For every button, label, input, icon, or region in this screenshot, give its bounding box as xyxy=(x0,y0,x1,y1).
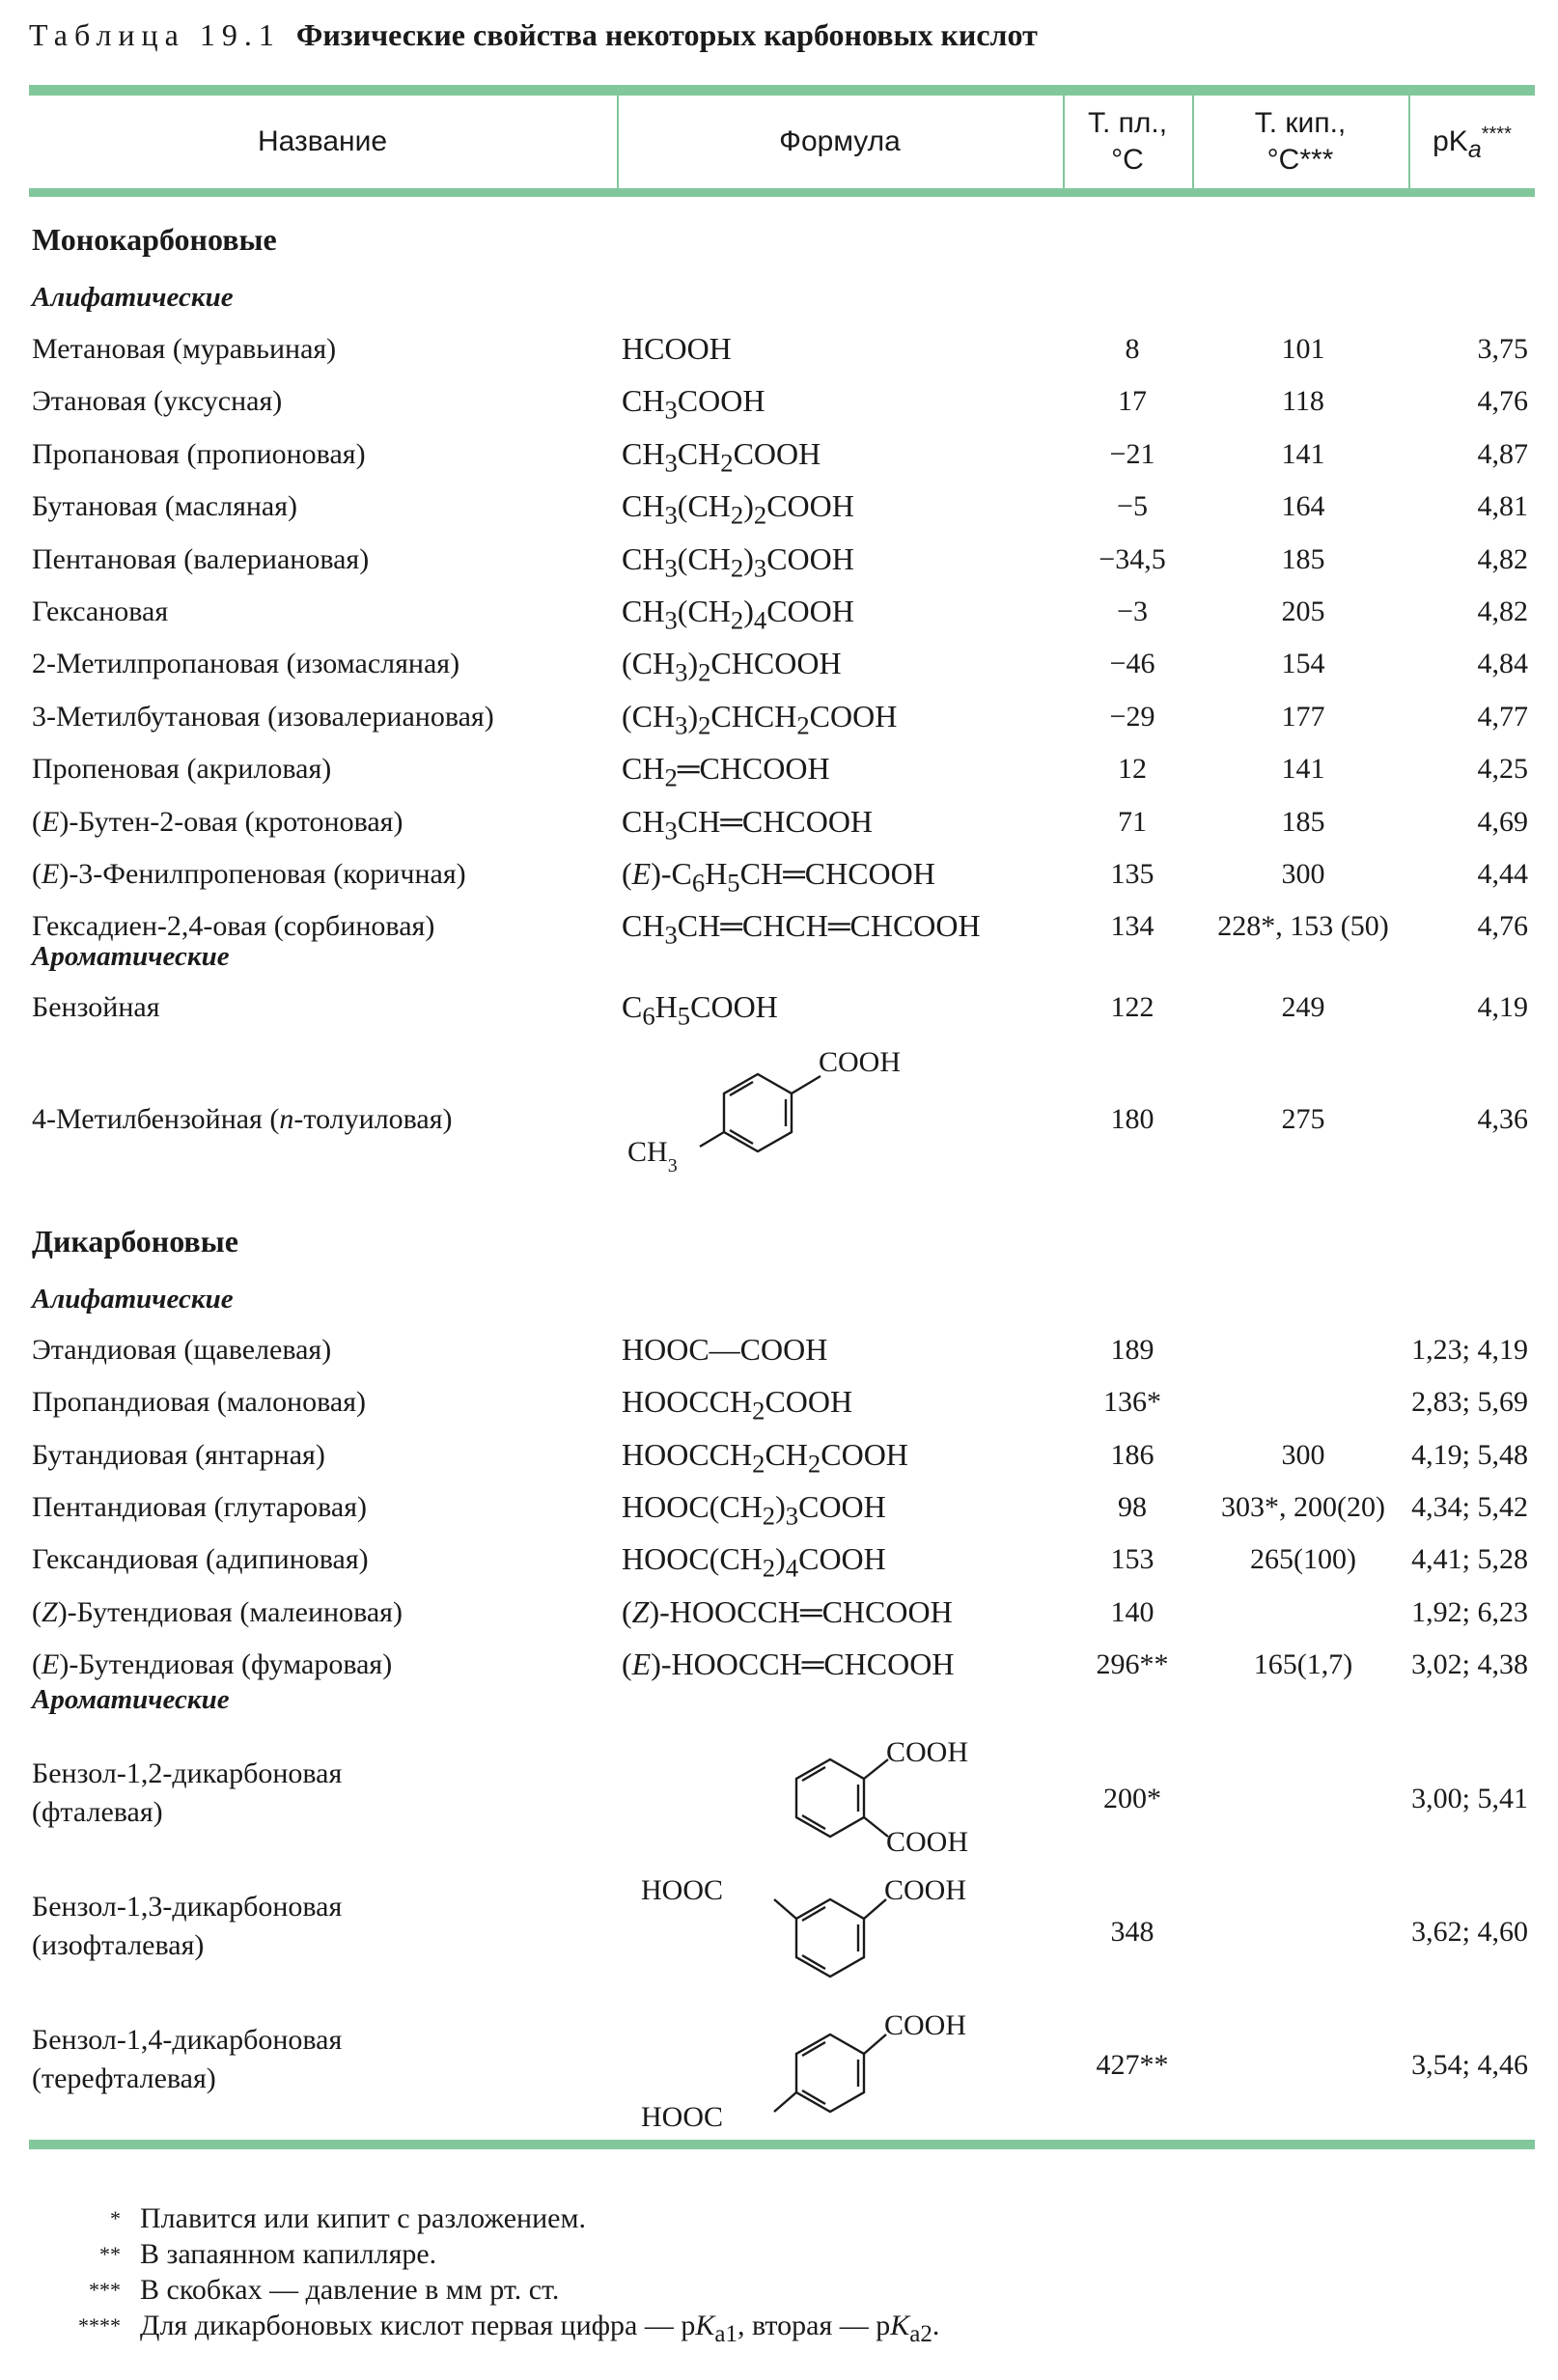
header-bp-line2: °С*** xyxy=(1266,144,1334,176)
bond xyxy=(864,1899,886,1919)
acid-name xyxy=(32,1755,342,1832)
pka-value: 4,76 xyxy=(1477,910,1528,943)
melting-point: 98 xyxy=(1118,1490,1147,1523)
acid-formula: $CH_2═CHCOOH$ xyxy=(622,751,830,792)
header-divider xyxy=(1063,96,1065,188)
table-row xyxy=(0,639,1558,688)
pka-value: 4,82 xyxy=(1477,542,1528,575)
melting-point: −21 xyxy=(1109,437,1155,470)
melting-point: 12 xyxy=(1118,753,1147,786)
cooh-group-label: COOH xyxy=(819,1046,902,1078)
pka-value: 3,54; 4,46 xyxy=(1411,2049,1528,2081)
acid-formula: $CH_3(CH_2)_4COOH$ xyxy=(622,594,854,635)
footnote-text: В запаянном капилляре. xyxy=(140,2238,437,2270)
header-divider xyxy=(617,96,619,188)
pka-value: 4,84 xyxy=(1477,648,1528,680)
melting-point: 348 xyxy=(1110,1916,1155,1948)
footnote-text: В скобках — давление в мм рт. ст. xyxy=(140,2274,560,2306)
acid-name xyxy=(32,2021,342,2098)
table-row xyxy=(0,1377,1558,1426)
subsection-title-mono-aliphatic: Алифатические xyxy=(32,282,234,313)
table-row xyxy=(0,1588,1558,1637)
hooc-group-label: HOOC xyxy=(641,2101,724,2133)
bond xyxy=(864,1759,888,1779)
melting-point: 296** xyxy=(1096,1647,1169,1680)
boiling-point: 300 xyxy=(1281,858,1325,890)
acid-name: 2-Метилпропановая (изомасляная) xyxy=(32,648,460,680)
table-row xyxy=(0,429,1558,479)
acid-name: (E)-3-Фенилпропеновая (коричная) xyxy=(32,858,466,890)
header-divider xyxy=(1408,96,1410,188)
acid-formula: $CH_3(CH_2)_3COOH$ xyxy=(622,540,854,582)
table-label: Таблица 19.1 xyxy=(29,17,281,52)
pka-value: 4,87 xyxy=(1477,437,1528,470)
header-pka xyxy=(1409,96,1535,188)
cooh-group-label: COOH xyxy=(886,1826,969,1858)
melting-point: 8 xyxy=(1125,333,1140,365)
pka-value: 3,02; 4,38 xyxy=(1411,1647,1528,1680)
acid-formula: $CH_3CH_2COOH$ xyxy=(622,435,821,478)
pka-value: 4,81 xyxy=(1477,490,1528,523)
top-rule xyxy=(29,85,1535,96)
header-divider xyxy=(1192,96,1194,188)
isophthalic-acid-structure xyxy=(637,1868,1043,1993)
acid-name: Бутановая (масляная) xyxy=(32,490,298,523)
acid-formula: $(E)-C_6H_5CH═CHCOOH$ xyxy=(622,856,935,898)
terephthalic-acid-structure xyxy=(637,1998,1043,2143)
table-row xyxy=(0,1535,1558,1584)
boiling-point: 164 xyxy=(1281,490,1325,523)
pka-value: 1,92; 6,23 xyxy=(1411,1595,1528,1628)
acid-name xyxy=(32,1888,342,1965)
bond xyxy=(774,2092,796,2112)
acid-name: Гексадиен-2,4-овая (сорбиновая) xyxy=(32,910,435,943)
table-row xyxy=(0,1325,1558,1374)
boiling-point: 101 xyxy=(1281,333,1325,365)
bond xyxy=(700,1132,724,1147)
melting-point: 17 xyxy=(1118,385,1147,418)
acid-name-line1: Бензол-1,3-дикарбоновая xyxy=(32,1891,343,1923)
pka-value: 4,82 xyxy=(1477,595,1528,627)
melting-point: 189 xyxy=(1110,1334,1155,1366)
header-mp-line2: °С xyxy=(1111,144,1144,176)
acid-formula: $HOOC(CH_2)_4COOH$ xyxy=(622,1541,886,1583)
acid-name: Пропеновая (акриловая) xyxy=(32,753,332,786)
table-caption xyxy=(29,17,1038,53)
table-row xyxy=(0,535,1558,584)
acid-formula: $CH_3CH═CHCH═CHCOOH$ xyxy=(622,908,981,950)
melting-point: 186 xyxy=(1110,1438,1155,1471)
pka-value: 4,76 xyxy=(1477,385,1528,418)
pka-value: 3,62; 4,60 xyxy=(1411,1916,1528,1948)
cooh-group-label: COOH xyxy=(884,2009,967,2041)
acid-name: Гексановая xyxy=(32,595,169,627)
benzene-ring xyxy=(796,2034,864,2112)
table-row xyxy=(0,797,1558,846)
footnote-text: Для дикарбоновых кислот первая цифра — $pK_{a1}$, вторая — $pK_{a2}$. xyxy=(140,2310,940,2347)
pka-value: 4,34; 5,42 xyxy=(1411,1490,1528,1523)
acid-name: Пентановая (валериановая) xyxy=(32,542,370,575)
boiling-point: 118 xyxy=(1282,385,1324,418)
acid-formula: (E)-HOOCCH═CHCOOH xyxy=(622,1646,955,1681)
table-row xyxy=(0,1482,1558,1532)
boiling-point: 185 xyxy=(1281,542,1325,575)
boiling-point: 275 xyxy=(1281,1103,1325,1135)
ch3-group-label: $CH_3$ xyxy=(627,1136,678,1176)
acid-formula: HCOOH xyxy=(622,331,732,366)
subsection-title-di-aromatic: Ароматические xyxy=(32,1684,230,1715)
melting-point: −5 xyxy=(1117,490,1148,523)
acid-name: Гександиовая (адипиновая) xyxy=(32,1543,369,1576)
acid-formula: $CH_3CH═CHCOOH$ xyxy=(622,803,874,844)
table-row xyxy=(0,901,1558,951)
acid-name-line2: (фталевая) xyxy=(32,1796,163,1828)
acid-name: Этановая (уксусная) xyxy=(32,385,283,418)
pka-value: 4,44 xyxy=(1477,858,1528,890)
table-row xyxy=(0,587,1558,636)
melting-point: 427** xyxy=(1096,2049,1169,2081)
pka-value: 4,41; 5,28 xyxy=(1411,1543,1528,1576)
melting-point: 140 xyxy=(1110,1595,1155,1628)
pka-value: 1,23; 4,19 xyxy=(1411,1334,1528,1366)
acid-name: Бензойная xyxy=(32,991,160,1023)
acid-name: Метановая (муравьиная) xyxy=(32,333,337,365)
acid-name: 3-Метилбутановая (изовалериановая) xyxy=(32,700,494,733)
melting-point: −3 xyxy=(1117,595,1148,627)
acid-name-line2: (терефталевая) xyxy=(32,2062,216,2094)
boiling-point: 303*, 200(20) xyxy=(1221,1490,1385,1523)
acid-formula: HOOC—COOH xyxy=(622,1332,828,1367)
pka-value: 4,19 xyxy=(1477,991,1528,1023)
table-row xyxy=(0,1640,1558,1689)
acid-formula: $HOOC(CH_2)_3COOH$ xyxy=(622,1488,886,1531)
melting-point: −29 xyxy=(1109,700,1155,733)
boiling-point: 154 xyxy=(1281,648,1325,680)
acid-formula: $HOOCCH_2CH_2COOH$ xyxy=(622,1436,908,1478)
pka-value: 4,77 xyxy=(1477,700,1528,733)
acid-formula: $(CH_3)_2CHCH_2COOH$ xyxy=(622,698,898,740)
acid-name: Этандиовая (щавелевая) xyxy=(32,1334,332,1366)
footnote-mark: *** xyxy=(89,2278,121,2302)
acid-formula: (Z)-HOOCCH═CHCOOH xyxy=(622,1593,953,1629)
table-row xyxy=(0,324,1558,374)
melting-point: 153 xyxy=(1110,1543,1155,1576)
boiling-point: 228*, 153 (50) xyxy=(1217,910,1389,943)
acid-name: 4-Метилбензойная (n-толуиловая) xyxy=(32,1103,453,1135)
header-pka-text: pK xyxy=(1433,125,1468,157)
acid-name: Пропандиовая (малоновая) xyxy=(32,1386,367,1419)
table-row xyxy=(0,744,1558,793)
pka-value: 4,69 xyxy=(1477,805,1528,838)
boiling-point: 165(1,7) xyxy=(1253,1647,1353,1680)
bottom-rule xyxy=(29,2140,1535,2149)
pka-value: 3,75 xyxy=(1477,333,1528,365)
boiling-point: 205 xyxy=(1281,595,1325,627)
table-row xyxy=(0,692,1558,741)
melting-point: 136* xyxy=(1103,1386,1161,1419)
boiling-point: 141 xyxy=(1281,753,1325,786)
acid-formula: $HOOCCH_2COOH$ xyxy=(622,1384,853,1425)
footnote-mark: * xyxy=(110,2206,121,2230)
bond xyxy=(864,2034,886,2054)
toluic-acid-structure xyxy=(618,1033,946,1177)
melting-point: −34,5 xyxy=(1099,542,1166,575)
header-formula: Формула xyxy=(779,125,901,157)
boiling-point: 185 xyxy=(1281,805,1325,838)
boiling-point: 300 xyxy=(1281,1438,1325,1471)
acid-name-line1: Бензол-1,2-дикарбоновая xyxy=(32,1757,343,1789)
benzene-ring xyxy=(724,1074,792,1151)
hooc-group-label: HOOC xyxy=(641,1874,724,1906)
pka-value: 4,25 xyxy=(1477,753,1528,786)
table-title: Физические свойства некоторых карбоновых кислот xyxy=(295,17,1038,52)
acid-name: Бутандиовая (янтарная) xyxy=(32,1438,325,1471)
bond xyxy=(792,1076,821,1093)
pka-value: 2,83; 5,69 xyxy=(1411,1386,1528,1419)
acid-formula: $CH_3COOH$ xyxy=(622,383,765,425)
melting-point: 135 xyxy=(1110,858,1155,890)
boiling-point: 265(100) xyxy=(1250,1543,1356,1576)
table-row xyxy=(0,849,1558,899)
bond xyxy=(864,1817,888,1837)
header-melting-point xyxy=(1064,96,1191,188)
table-row xyxy=(0,482,1558,531)
melting-point: 134 xyxy=(1110,910,1155,943)
header-bp-line1: Т. кип., xyxy=(1254,107,1347,139)
pka-value: 4,19; 5,48 xyxy=(1411,1438,1528,1471)
acid-name: (Z)-Бутендиовая (малеиновая) xyxy=(32,1595,403,1628)
bond xyxy=(774,1899,796,1919)
acid-name: Пентандиовая (глутаровая) xyxy=(32,1490,367,1523)
acid-name: (E)-Бутен-2-овая (кротоновая) xyxy=(32,805,403,838)
acid-name-line1: Бензол-1,4-дикарбоновая xyxy=(32,2024,343,2056)
header-mp-line1: Т. пл., xyxy=(1087,107,1168,139)
table-row xyxy=(0,1430,1558,1480)
boiling-point: 177 xyxy=(1281,700,1325,733)
boiling-point: 249 xyxy=(1281,991,1325,1023)
acid-name: Пропановая (пропионовая) xyxy=(32,437,366,470)
benzene-ring xyxy=(796,1759,864,1837)
subsection-title-mono-aromatic: Ароматические xyxy=(32,941,230,972)
melting-point: 71 xyxy=(1118,805,1147,838)
pka-value: 4,36 xyxy=(1477,1103,1528,1135)
acid-name: (E)-Бутендиовая (фумаровая) xyxy=(32,1647,393,1680)
footnote-mark: ** xyxy=(99,2242,121,2266)
subsection-title-di-aliphatic: Алифатические xyxy=(32,1284,234,1315)
header-pka-sub: a xyxy=(1467,136,1482,163)
header-name: Название xyxy=(257,125,388,157)
table-header xyxy=(0,96,1558,188)
benzene-ring xyxy=(796,1899,864,1977)
footnote-text: Плавится или кипит с разложением. xyxy=(140,2202,586,2234)
phthalic-acid-structure xyxy=(734,1732,1052,1877)
section-title-di: Дикарбоновые xyxy=(32,1224,238,1259)
boiling-point: 141 xyxy=(1281,437,1325,470)
cooh-group-label: COOH xyxy=(886,1736,969,1768)
section-title-mono: Монокарбоновые xyxy=(32,222,277,257)
melting-point: 122 xyxy=(1110,991,1155,1023)
footnote-mark: **** xyxy=(78,2313,121,2338)
acid-formula: $(CH_3)_2CHCOOH$ xyxy=(622,646,842,687)
pka-value: 3,00; 5,41 xyxy=(1411,1783,1528,1814)
melting-point: 180 xyxy=(1110,1103,1155,1135)
acid-formula: $C_6H_5COOH$ xyxy=(622,989,778,1031)
header-pka-sup: **** xyxy=(1481,124,1512,145)
table-row xyxy=(0,376,1558,426)
header-bottom-rule xyxy=(29,188,1535,197)
header-boiling-point xyxy=(1193,96,1407,188)
melting-point: −46 xyxy=(1109,648,1155,680)
acid-name-line2: (изофталевая) xyxy=(32,1929,205,1961)
acid-formula: $CH_3(CH_2)_2COOH$ xyxy=(622,488,854,530)
cooh-group-label: COOH xyxy=(884,1874,967,1906)
table-row xyxy=(0,982,1558,1032)
melting-point: 200* xyxy=(1103,1783,1161,1814)
